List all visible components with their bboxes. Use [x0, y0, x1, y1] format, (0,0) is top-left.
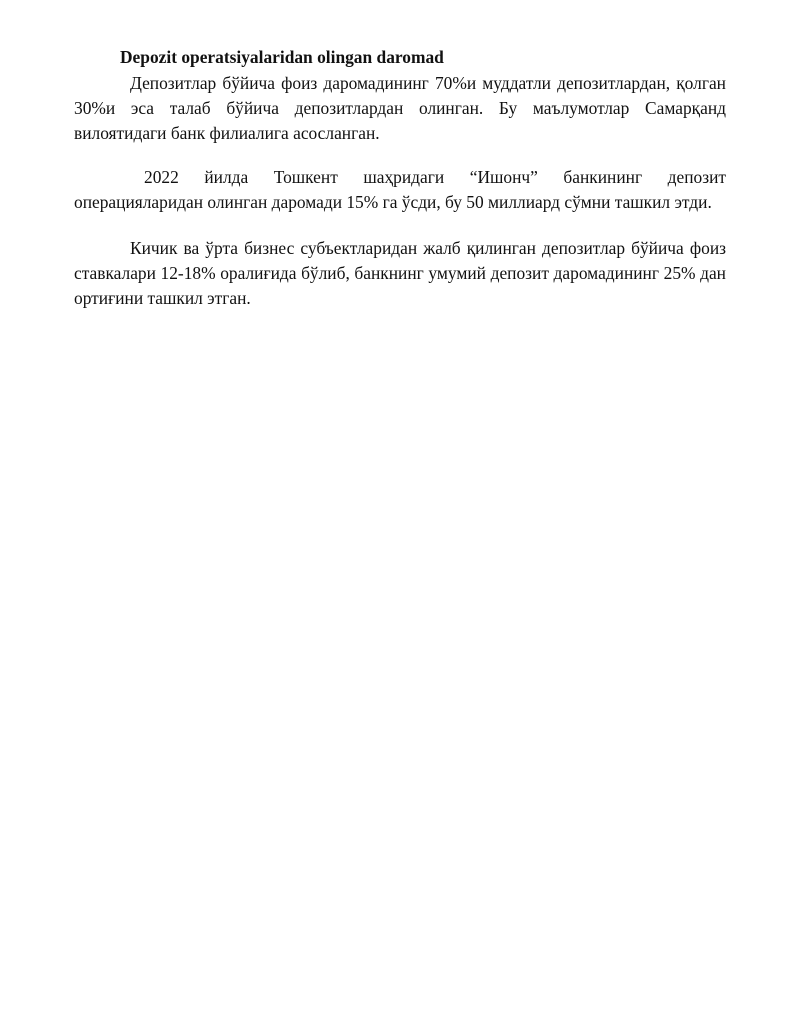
paragraph-deposit-income-split: Депозитлар бўйича фоиз даромадининг 70%и муддатли депозитлардан, қолган 30%и эса талаб бўйича депозитлардан олинган. Бу маълумотлар Самарқанд вилоятидаги банк филиалига асосланган. — [74, 73, 726, 143]
paragraph-sme-deposit-rates: Кичик ва ўрта бизнес субъектларидан жалб қилинган депозитлар бўйича фоиз ставкалари 12-18% оралиғида бўлиб, банкнинг умумий депозит даромадининг 25% дан ортиғини ташкил этган. — [74, 238, 726, 308]
section-heading: Depozit operatsiyalaridan olingan daromad — [120, 47, 444, 67]
paragraph-ishonch-bank-income: 2022 йилда Тошкент шаҳридаги “Ишонч” банкининг депозит операцияларидан олинган даромади 15% га ўсди, бу 50 миллиард сўмни ташкил этди. — [74, 167, 726, 212]
document-body — [74, 44, 726, 311]
